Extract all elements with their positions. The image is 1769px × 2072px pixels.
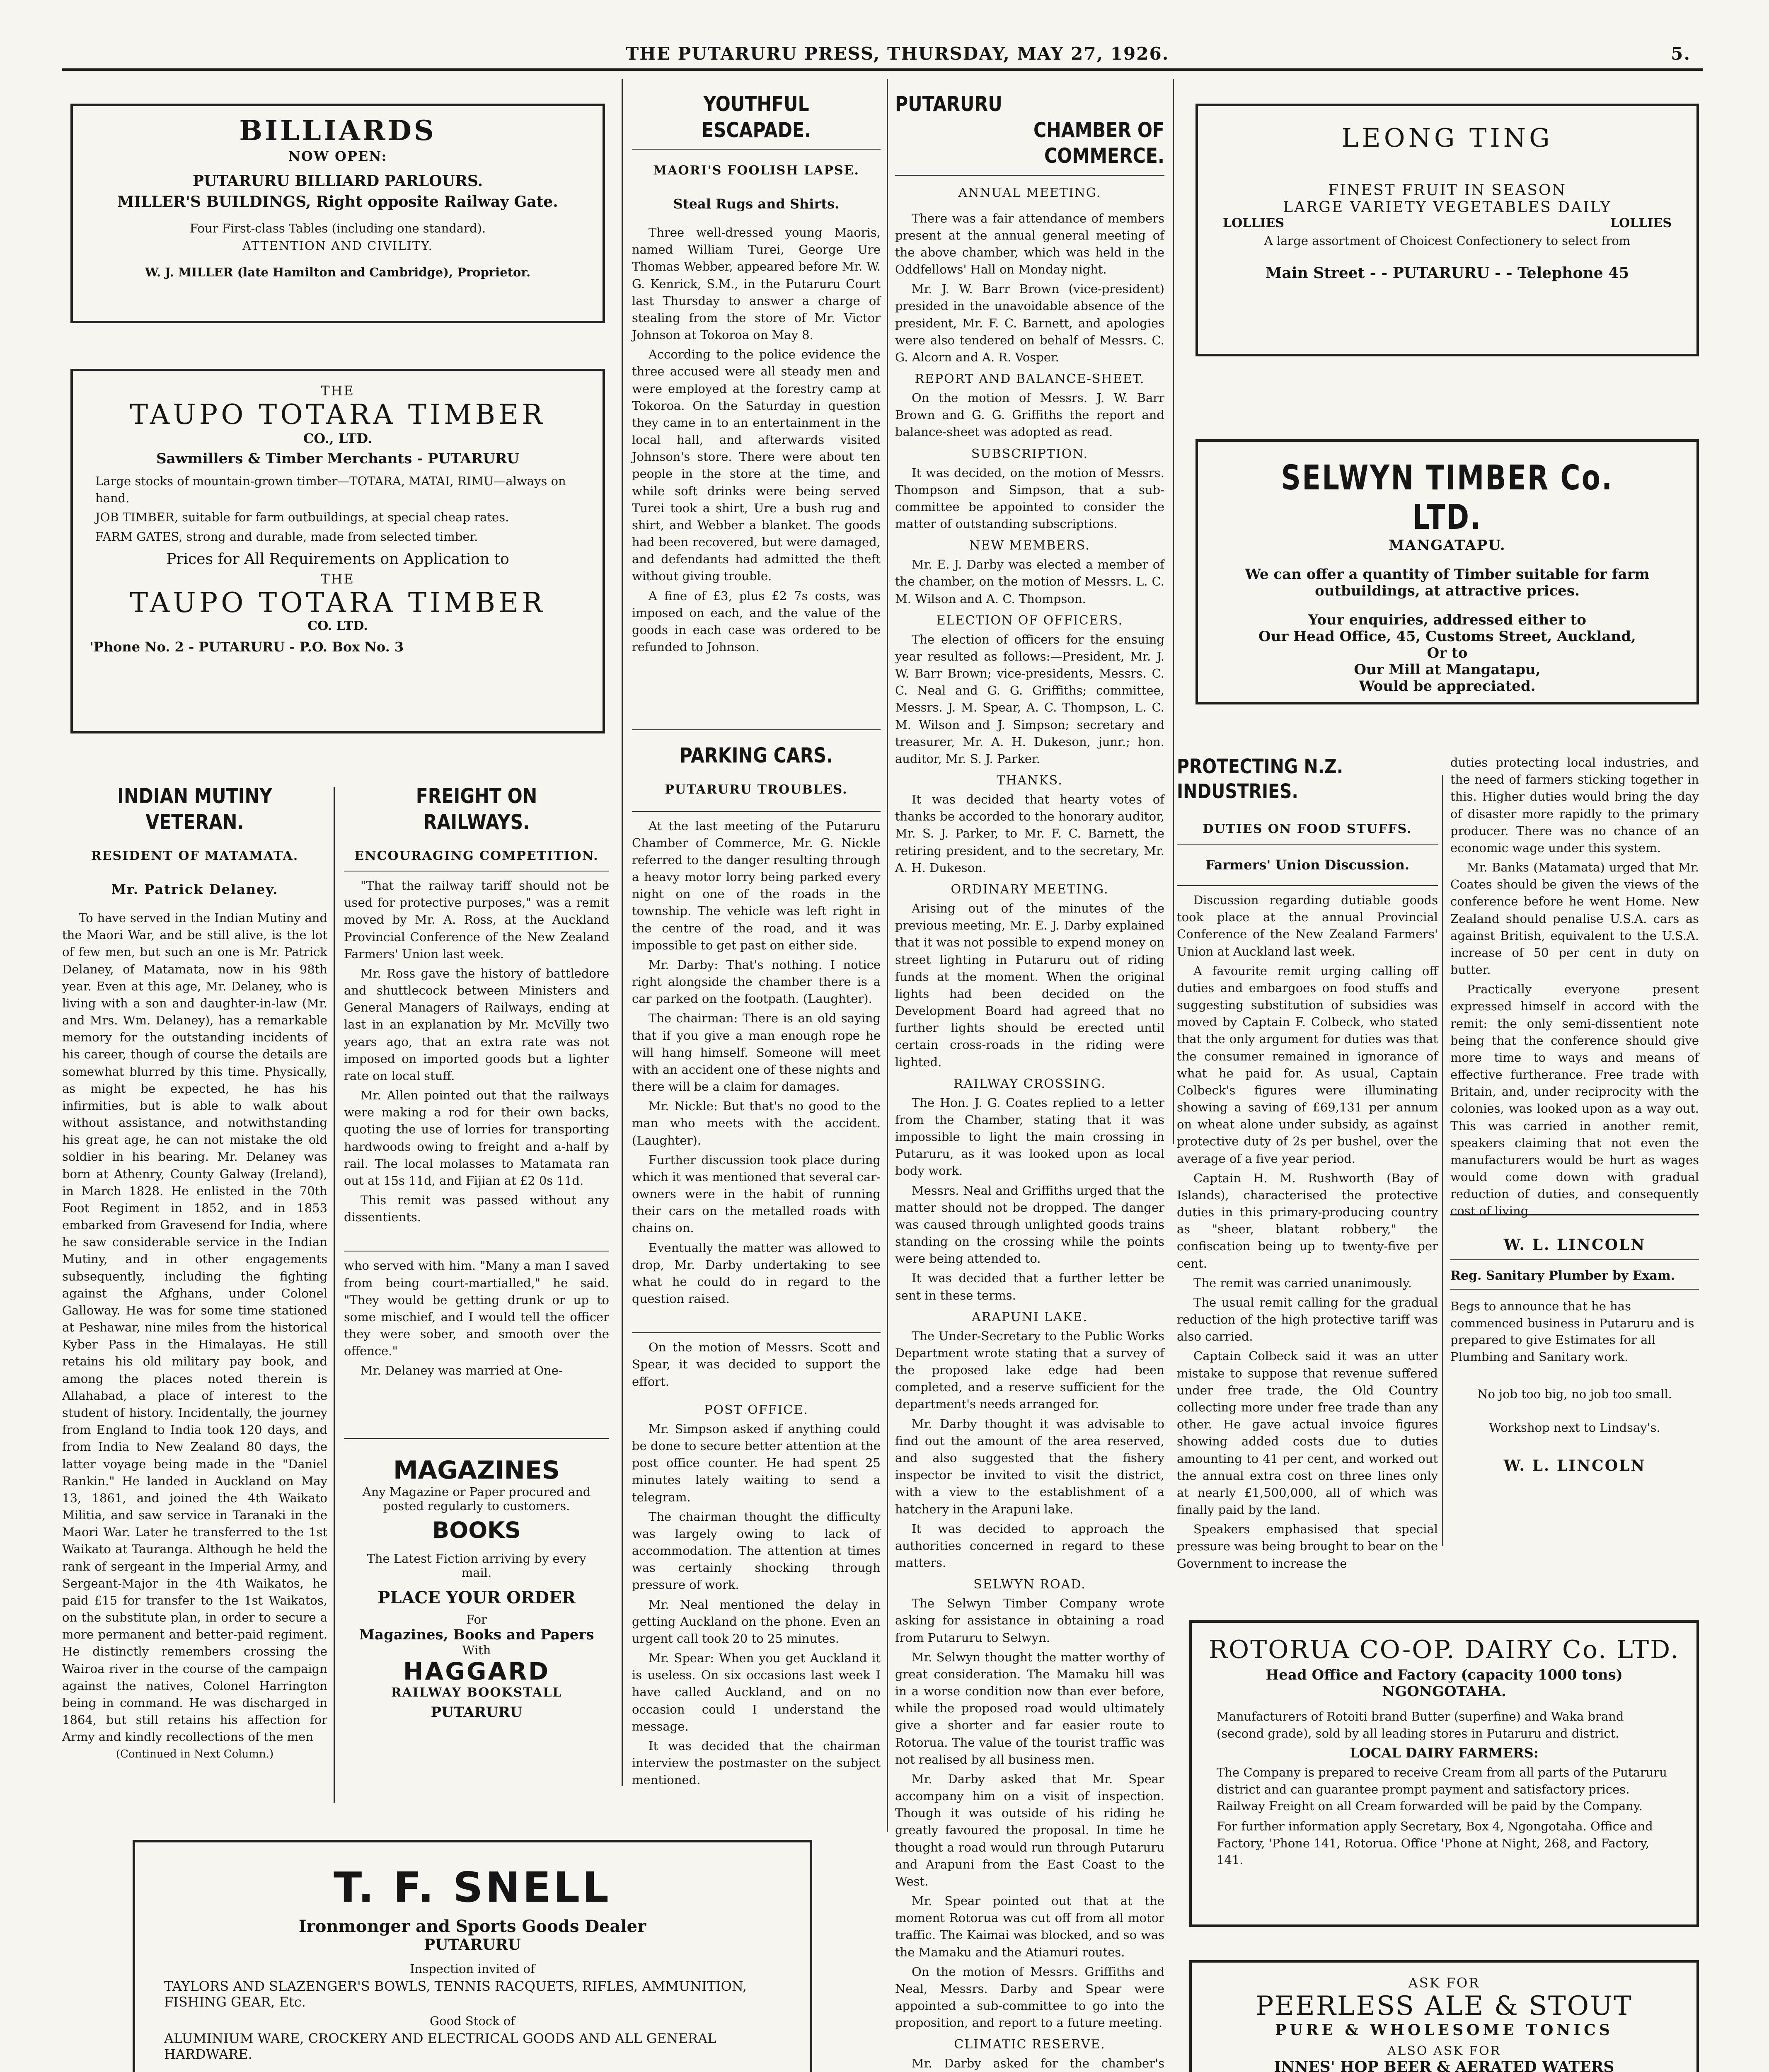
header-rule (62, 68, 1703, 71)
leong-line: LARGE VARIETY VEGETABLES DAILY (1283, 199, 1612, 216)
article-headline: CHAMBER OF COMMERCE. (1033, 118, 1164, 168)
parking-cars-article (632, 729, 881, 1790)
article-headline: INDIAN MUTINY VETERAN. (117, 784, 272, 834)
lincoln-name: W. L. LINCOLN (1503, 1457, 1646, 1474)
leong-ting-ad (1195, 104, 1699, 356)
snell-sub: Ironmonger and Sports Goods Dealer (298, 1917, 646, 1936)
masthead (75, 44, 1691, 64)
article-paragraph: The Selwyn Timber Company wrote asking for assistance in obtaining a road from Putaruru to Selwyn. (895, 1596, 1164, 1645)
selwyn-place: MANGATAPU. (1389, 537, 1506, 554)
rotorua-dairy-ad (1189, 1620, 1699, 1927)
snell-line: Inspection invited of (410, 1962, 535, 1976)
article-paragraph: The chairman thought the difficulty was largely owing to lack of accommodation. The attention at times was certainly shocking through pressure of work. (632, 1509, 881, 1592)
haggard-title: HAGGARD (403, 1657, 550, 1685)
magazines-line: With (462, 1643, 491, 1657)
article-paragraph: The Under-Secretary to the Public Works Department wrote stating that a survey of the proposed lake edge had been completed, and a reserve sufficient for the department's needs arranged for. (895, 1329, 1164, 1411)
leong-footer: Main Street - - PUTARURU - - Telephone 45 (1265, 264, 1629, 282)
snell-ironmonger-ad (133, 1840, 812, 2072)
taupo-title: TAUPO TOTARA TIMBER (130, 399, 546, 431)
article-paragraph: Captain H. M. Rushworth (Bay of Islands), characterised the protective duties in this primary-producing country as "sheer, blatant robbery," the confiscation being up to twenty-five per cent. (1177, 1171, 1438, 1271)
article-paragraph: Speakers emphasised that special pressure was being brought to bear on the Government to increase the (1177, 1522, 1438, 1571)
selwyn-timber-ad (1195, 439, 1699, 704)
article-paragraph: A fine of £3, plus £2 7s costs, was imposed on each, and the value of the goods in each case was ordered to be refunded to Johnson. (632, 588, 881, 654)
snell-line: Good Stock of (429, 2014, 515, 2028)
taupo-the: THE (321, 571, 355, 587)
article-headline: YOUTHFUL ESCAPADE. (701, 92, 811, 142)
article-paragraph: The election of officers for the ensuing year resulted as follows:—President, Mr. J. W. Barr Brown; vice-presidents, Messrs. C. C. Neal and G. G. Griffiths; committee, Messrs. J. M. Spear, A. C. Thompson, L. C. M. Wilson and J. Simpson; secretary and treasurer, Mr. A. H. Dukeson, junr.; hon. auditor, Mr. S. J. Parker. (895, 632, 1164, 766)
article-subhead: MAORI'S FOOLISH LAPSE. (653, 163, 859, 178)
leong-lollies-left: LOLLIES (1223, 216, 1284, 230)
article-paragraph: who served with him. "Many a man I saved from being court-martialled," he said. "They would be getting drunk or up to some mischief, and I would tell the officer they were sober, and smooth over the offence." (344, 1259, 609, 1358)
selwyn-line: We can offer a quantity of Timber suitable for farm outbuildings, at attractive prices. (1245, 566, 1650, 599)
billiards-title: BILLIARDS (239, 114, 436, 147)
selwyn-title: SELWYN TIMBER Co. LTD. (1281, 458, 1614, 537)
billiards-line: PUTARURU BILLIARD PARLOURS. (192, 172, 483, 190)
snell-place: PUTARURU (424, 1936, 521, 1953)
lincoln-plumber-ad (1450, 1214, 1699, 1554)
section-heading: SELWYN ROAD. (973, 1577, 1086, 1592)
section-heading: ELECTION OF OFFICERS. (936, 613, 1123, 628)
article-paragraph: Mr. Allen pointed out that the railways were making a rod for their own backs, quoting the use of lorries for transporting hardwoods owing to freight and a-half by rail. The local molasses to Matamata ran out at 15s 11d, and Fijian at £2 0s 11d. (344, 1088, 609, 1188)
article-paragraph: To have served in the Indian Mutiny and the Maori War, and be still alive, is the lot of few men, but such an one is Mr. Patrick Delaney, of Matamata, now in his 98th year. Even at this age, Mr. Delaney, who is living with a son and daughter-in-law (Mr. and Mrs. Wm. Delaney), has a remarkable memory for the outstanding incidents of his career, though of course the details are somewhat blurred by this time. Physically, as might be expected, he has his infirmities, but is able to walk about without assistance, and notwithstanding his great age, he can not mistake the old soldier in his bearing. Mr. Delaney was born at Athenry, County Galway (Ireland), in March 1828. He enlisted in the 70th Foot Regiment in 1852, and in 1853 embarked from Gravesend for India, where he saw considerable service in the Indian Mutiny, and in other engagements subsequently, including the fighting against the Afghans, under Colonel Galloway. He was for some time stationed at Peshawar, nine miles from the historical Kyber Pass in the Himalayas. He still retains his old military pay book, and among the places noted therein is Allahabad, a place of interest to the student of history. Incidentally, the journey from England to India took 120 days, and from India to New Zealand 80 days, the latter voyage being made in the "Daniel Rankin." He landed in Auckland on May 13, 1861, and joined the 4th Waikato Militia, and saw service in Taranaki in the Maori War. Later he transferred to the 1st Waikato at Tauranga. Although he held the rank of sergeant in the Imperial Army, and Sergeant-Major in the 4th Waikatos, he paid £15 for transfer to the 1st Waikatos, on the substitute plan, in order to secure a more permanent and better-paid regiment. He distinctly remembers crossing the Wairoa river in the course of the campaign against the natives, Colonel Harrington being in command. He was discharged in 1864, but still retains his affection for Army and kindly recollections of the men (62, 911, 327, 1744)
protecting-industries-continued (1450, 754, 1699, 1218)
leong-line: A large assortment of Choicest Confectionery to select from (1264, 234, 1631, 248)
article-paragraph: It was decided to approach the authorities concerned in regard to these matters. (895, 1521, 1164, 1570)
billiards-line: ATTENTION AND CIVILITY. (242, 239, 433, 253)
column-rule (887, 79, 888, 1832)
billiards-ad (70, 104, 605, 323)
taupo-co: CO., LTD. (303, 431, 373, 446)
taupo-the: THE (321, 383, 355, 399)
section-heading: ARAPUNI LAKE. (972, 1310, 1088, 1324)
article-paragraph: Mr. Selwyn thought the matter worthy of great consideration. The Mamaku hill was in a worse condition now than ever before, while the proposed road would ultimately give a shorter and far easier route to Rotorua. The value of the tourist traffic was not realised by all business men. (895, 1650, 1164, 1767)
youthful-escapade-article (632, 91, 881, 688)
section-heading: POST OFFICE. (704, 1402, 808, 1417)
freight-article (344, 783, 609, 1388)
section-heading: CLIMATIC RESERVE. (954, 2037, 1106, 2052)
article-headline: PROTECTING N.Z. INDUSTRIES. (1177, 755, 1343, 803)
magazines-line: RAILWAY BOOKSTALL (391, 1685, 562, 1700)
article-paragraph: Mr. Nickle: But that's no good to the man who meets with the accident. (Laughter). (632, 1099, 881, 1147)
rotorua-sub: Head Office and Factory (capacity 1000 tons) NGONGOTAHA. (1266, 1667, 1623, 1700)
protecting-industries-article (1177, 754, 1438, 1571)
selwyn-line: Our Head Office, 45, Customs Street, Auckland, (1258, 628, 1636, 645)
article-subhead: ENCOURAGING COMPETITION. (354, 849, 599, 863)
article-paragraph: Mr. Spear: When you get Auckland it is useless. On six occasions last week I have called Auckland, and on no occasion could I understand the message. (632, 1651, 881, 1733)
continued-note: (Continued in Next Column.) (116, 1748, 274, 1761)
section-heading: ORDINARY MEETING. (951, 882, 1109, 897)
article-paragraph: Mr. Darby asked for the chamber's (912, 2056, 1164, 2071)
article-paragraph: There was a fair attendance of members present at the annual general meeting of the above chamber, which was held in the Oddfellows' Hall on Monday night. (895, 211, 1164, 277)
taupo-line: Large stocks of mountain-grown timber—TOTARA, MATAI, RIMU—always on hand. (95, 474, 566, 505)
magazines-line: Magazines, Books and Papers (359, 1627, 594, 1643)
section-heading: SUBSCRIPTION. (971, 446, 1089, 461)
article-subhead: RESIDENT OF MATAMATA. (91, 849, 299, 863)
magazines-order: PLACE YOUR ORDER (378, 1588, 576, 1607)
article-subhead: DUTIES ON FOOD STUFFS. (1203, 822, 1412, 836)
peerless-line: INNES' HOP BEER & AERATED WATERS (1274, 2058, 1614, 2072)
article-paragraph: Arising out of the minutes of the previous meeting, Mr. E. J. Darby explained that it was not possible to expend money on street lighting in Putaruru out of riding funds at the moment. When the original lights had been decided on the Development Board had agreed that no further lights should be erected until certain cross-roads in the riding were lighted. (895, 901, 1164, 1069)
snell-title: T. F. SNELL (334, 1863, 611, 1912)
column-rule (334, 787, 335, 1803)
article-paragraph: This remit was passed without any dissentients. (344, 1193, 609, 1225)
article-paragraph: Practically everyone present expressed himself in accord with the remit: the only semi-dissentient note being that the conference should give more time to ways and means of effective furtherance. Free trade with Britain, and, under reciprocity with the colonies, was looked upon as a way out. This was carried in another remit, speakers claiming that not even the manufacturers would be hurt as wages would come down with gradual reduction of duties, and consequently cost of living. (1450, 982, 1699, 1218)
lincoln-line: Begs to announce that he has commenced business in Putaruru and is prepared to give Estimates for all Plumbing and Sanitary work. (1450, 1299, 1694, 1364)
masthead-title: THE PUTARURU PRESS, THURSDAY, MAY 27, 1926. (626, 44, 1169, 64)
column-rule (622, 79, 623, 1786)
article-paragraph: Mr. Delaney was married at One- (361, 1363, 563, 1378)
article-paragraph: A favourite remit urging calling off duties and embargoes on food stuffs and suggesting substitution of subsidies was moved by Captain F. Colbeck, who stated that the only argument for duties was that the consumer remained in ignorance of what he paid for. As usual, Captain Colbeck's figures were illuminating showing a saving of £69,131 per annum on wheat alone under subsidy, as against protective duty of 2s per bushel, over the average of a five year period. (1177, 963, 1438, 1166)
peerless-sub: PURE & WHOLESOME TONICS (1275, 2021, 1613, 2039)
selwyn-line: Our Mill at Mangatapu, (1354, 661, 1541, 678)
taupo-footer: 'Phone No. 2 - PUTARURU - P.O. Box No. 3 (90, 639, 404, 655)
article-headline: FREIGHT ON RAILWAYS. (416, 784, 537, 834)
lincoln-name: W. L. LINCOLN (1503, 1236, 1646, 1254)
selwyn-line: Would be appreciated. (1359, 678, 1536, 695)
taupo-prices: Prices for All Requirements on Application to (166, 551, 509, 568)
magazines-title: MAGAZINES (393, 1456, 560, 1485)
taupo-sub: Sawmillers & Timber Merchants - PUTARURU (156, 450, 519, 467)
rotorua-title: ROTORUA CO-OP. DAIRY Co. LTD. (1208, 1635, 1680, 1664)
taupo-line: JOB TIMBER, suitable for farm outbuildings, at special cheap rates. (95, 510, 509, 525)
rotorua-line: The Company is prepared to receive Cream from all parts of the Putaruru district and can guarantee prompt payment and satisfactory prices. Railway Freight on all Cream forwarded will be paid by the Company. (1217, 1765, 1667, 1813)
article-subhead: Mr. Patrick Delaney. (111, 881, 278, 897)
magazines-line: For (466, 1612, 487, 1627)
selwyn-line: Or to (1427, 645, 1468, 661)
lincoln-line: Workshop next to Lindsay's. (1489, 1420, 1660, 1435)
article-paragraph: Mr. Darby thought it was advisable to find out the amount of the area reserved, and also suggested that the fishery inspector be invited to visit the district, with a view to the establishment of a hatchery in the Arapuni lake. (895, 1416, 1164, 1516)
article-paragraph: Mr. Ross gave the history of battledore and shuttlecock between Ministers and General Managers of Railways, ending at last in an explanation by Mr. McVilly two years ago, that an extra rate was not imposed on imported goods but a lighter rate on local stuff. (344, 966, 609, 1083)
article-paragraph: Mr. J. W. Barr Brown (vice-president) presided in the unavoidable absence of the president, Mr. F. C. Barnett, and apologies were also tendered on behalf of Messrs. C. G. Alcorn and A. R. Vosper. (895, 282, 1164, 364)
taupo-co: CO. LTD. (307, 619, 368, 634)
article-paragraph: According to the police evidence the three accused were all steady men and were employed at the forestry camp at Tokoroa. On the Saturday in question they came in to an entertainment in the local hall, and afterwards visited Johnson's store. There were about ten people in the store at the time, and while soft drinks were being served Turei took a shirt, Ure a bush rug and shirt, and Webber a blanket. The goods had been recovered, but were damaged, and defendants had admitted the theft without giving trouble. (632, 347, 881, 583)
magazines-ad (344, 1438, 609, 1803)
article-paragraph: The remit was carried unanimously. (1193, 1276, 1412, 1290)
article-paragraph: Further discussion took place during which it was mentioned that several car-owners were in the habit of running their cars on the metalled roads with chains on. (632, 1152, 881, 1235)
leong-title: LEONG TING (1341, 123, 1553, 153)
magazines-line: Any Magazine or Paper procured and posted regularly to customers. (362, 1485, 591, 1513)
lincoln-line: No job too big, no job too small. (1477, 1387, 1672, 1402)
article-paragraph: It was decided, on the motion of Messrs. Thompson and Simpson, that a sub-committee be appointed to consider the matter of outstanding subscriptions. (895, 465, 1164, 531)
article-paragraph: duties protecting local industries, and the need of farmers sticking together in this. Higher duties would bring the day of disaster more rapidly to the primary producer. There was no chance of an economic wage under this system. (1450, 755, 1699, 855)
magazines-line: The Latest Fiction arriving by every mail. (367, 1552, 586, 1580)
leong-lollies-right: LOLLIES (1610, 216, 1672, 230)
indian-veteran-article (62, 783, 327, 1798)
rotorua-line: Manufacturers of Rotoiti brand Butter (superfine) and Waka brand (second grade), sold by all leading stores in Putaruru and district. (1217, 1709, 1624, 1740)
article-paragraph: Mr. Banks (Matamata) urged that Mr. Coates should be given the views of the conference before he went Home. New Zealand should penalise U.S.A. cars as against British, equivalent to the U.S.A. increase of 50 per cent in duty on butter. (1450, 860, 1699, 977)
billiards-line: Four First-class Tables (including one standard). (189, 221, 486, 235)
column-rule (1442, 775, 1443, 1546)
article-paragraph: Captain Colbeck said it was an utter mistake to suppose that revenue suffered under free trade, the Old Country collecting more under free trade than any other. He gave actual invoice figures showing added costs due to duties amounting to 41 per cent, and worked out the annual extra cost on three lines only at nearly £1,500,000, all of which was finally paid by the land. (1177, 1349, 1438, 1517)
leong-line: FINEST FRUIT IN SEASON (1328, 182, 1566, 199)
article-paragraph: Discussion regarding dutiable goods took place at the annual Provincial Conference of the New Zealand Farmers' Union at Auckland last week. (1177, 893, 1438, 959)
article-paragraph: Three well-dressed young Maoris, named William Turei, George Ure Thomas Webber, appeared before Mr. W. G. Kenrick, S.M., in the Putaruru Court last Thursday to answer a charge of stealing from the store of Mr. Victor Johnson at Tokoroa on May 8. (632, 225, 881, 342)
chamber-of-commerce-article (895, 91, 1164, 2072)
page-number: 5. (1671, 44, 1691, 64)
article-paragraph: "That the railway tariff should not be used for protective purposes," was a remit moved by Mr. A. Ross, at the Auckland Provincial Conference of the New Zealand Farmers' Union last week. (344, 879, 609, 961)
lincoln-reg: Reg. Sanitary Plumber by Exam. (1450, 1268, 1675, 1283)
billiards-line: W. J. MILLER (late Hamilton and Cambridge), Proprietor. (145, 265, 531, 279)
section-heading: THANKS. (997, 773, 1063, 788)
peerless-title: PEERLESS ALE & STOUT (1256, 1991, 1633, 2021)
article-paragraph: On the motion of Messrs. Griffiths and Neal, Messrs. Darby and Spear were appointed a sub-committee to go into the proposition, and report to a future meeting. (895, 1964, 1164, 2030)
article-paragraph: Mr. Darby: That's nothing. I notice right alongside the chamber there is a car parked on the footpath. (Laughter). (632, 957, 881, 1006)
taupo-title: TAUPO TOTARA TIMBER (130, 587, 546, 619)
article-subhead: Farmers' Union Discussion. (1205, 857, 1410, 873)
peerless-ale-ad (1189, 1960, 1699, 2072)
article-paragraph: On the motion of Messrs. Scott and Spear, it was decided to support the effort. (632, 1340, 881, 1389)
article-paragraph: Mr. Darby asked that Mr. Spear accompany him on a visit of inspection. Though it was outside of his riding he greatly favoured the proposal. In time he thought a road would run through Putaruru and Arapuni from the East Coast to the West. (895, 1772, 1164, 1888)
billiards-line: MILLER'S BUILDINGS, Right opposite Railway Gate. (117, 193, 558, 211)
article-headline: PARKING CARS. (679, 743, 833, 767)
snell-line: ALUMINIUM WARE, CROCKERY AND ELECTRICAL GOODS AND ALL GENERAL HARDWARE. (164, 2031, 716, 2062)
article-paragraph: It was decided that hearty votes of thanks be accorded to the honorary auditor, Mr. S. J. Parker, to Mr. F. C. Barnett, the retiring president, and to the secretary, Mr. A. H. Dukeson. (895, 792, 1164, 875)
article-paragraph: Mr. Neal mentioned the delay in getting Auckland on the phone. Even an urgent call took 20 to 25 minutes. (632, 1597, 881, 1646)
books-title: BOOKS (432, 1517, 521, 1543)
article-subhead: ANNUAL MEETING. (958, 185, 1101, 200)
article-headline: PUTARURU (895, 92, 1002, 116)
column-rule (1173, 79, 1174, 1144)
article-subhead: PUTARURU TROUBLES. (665, 782, 848, 797)
section-heading: REPORT AND BALANCE-SHEET. (915, 372, 1145, 387)
peerless-ask: ASK FOR (1408, 1975, 1480, 1991)
article-paragraph: It was decided that the chairman interview the postmaster on the subject mentioned. (632, 1738, 881, 1787)
section-heading: NEW MEMBERS. (969, 538, 1090, 553)
article-paragraph: Messrs. Neal and Griffiths urged that the matter should not be dropped. The danger was caused through unlighted goods trains standing on the crossing while the points were being attended to. (895, 1183, 1164, 1266)
rotorua-local: LOCAL DAIRY FARMERS: (1350, 1745, 1539, 1761)
article-paragraph: At the last meeting of the Putaruru Chamber of Commerce, Mr. G. Nickle referred to the danger resulting through a heavy motor lorry being parked every night on one of the roads in the township. The vehicle was left right in the centre of the road, and it was impossible to get past on either side. (632, 818, 881, 952)
article-paragraph: Mr. E. J. Darby was elected a member of the chamber, on the motion of Messrs. L. C. M. Wilson and A. C. Thompson. (895, 557, 1164, 606)
article-paragraph: Mr. Simpson asked if anything could be done to secure better attention at the post office counter. He had spent 25 minutes lately waiting to send a telegram. (632, 1421, 881, 1504)
article-paragraph: Eventually the matter was allowed to drop, Mr. Darby undertaking to see what he could do in regard to the question raised. (632, 1240, 881, 1306)
article-subhead: Steal Rugs and Shirts. (673, 196, 840, 212)
article-paragraph: It was decided that a further letter be sent in these terms. (895, 1271, 1164, 1302)
snell-line: TAYLORS AND SLAZENGER'S BOWLS, TENNIS RACQUETS, RIFLES, AMMUNITION, FISHING GEAR, Etc. (164, 1978, 747, 2010)
leong-lollies (1219, 216, 1676, 230)
billiards-line: NOW OPEN: (288, 148, 387, 164)
article-paragraph: The Hon. J. G. Coates replied to a letter from the Chamber, stating that it was impossible to light the main crossing in Putaruru, as it was looked upon as local body work. (895, 1095, 1164, 1178)
selwyn-line: Your enquiries, addressed either to (1308, 612, 1586, 628)
section-heading: RAILWAY CROSSING. (953, 1076, 1106, 1091)
taupo-timber-ad (70, 369, 605, 733)
article-paragraph: On the motion of Messrs. J. W. Barr Brown and G. G. Griffiths the report and balance-sheet was adopted as read. (895, 391, 1164, 439)
taupo-line: FARM GATES, strong and durable, made from selected timber. (95, 529, 478, 544)
article-paragraph: The usual remit calling for the gradual reduction of the high protective tariff was also carried. (1177, 1295, 1438, 1344)
peerless-also: ALSO ASK FOR (1387, 2044, 1501, 2058)
article-paragraph: The chairman: There is an old saying that if you give a man enough rope he will hang himself. Someone will meet with an accident one of these nights and there will be a claim for damages. (632, 1011, 881, 1094)
magazines-line: PUTARURU (431, 1704, 523, 1721)
rotorua-line: For further information apply Secretary, Box 4, Ngongotaha. Office and Factory, 'Phone 141, Rotorua. Office 'Phone at Night, 268, and Factory, 141. (1217, 1819, 1653, 1867)
article-paragraph: Mr. Spear pointed out that at the moment Rotorua was cut off from all motor traffic. The Kaimai was blocked, and so was the Mamaku and the Atiamuri routes. (895, 1894, 1164, 1959)
